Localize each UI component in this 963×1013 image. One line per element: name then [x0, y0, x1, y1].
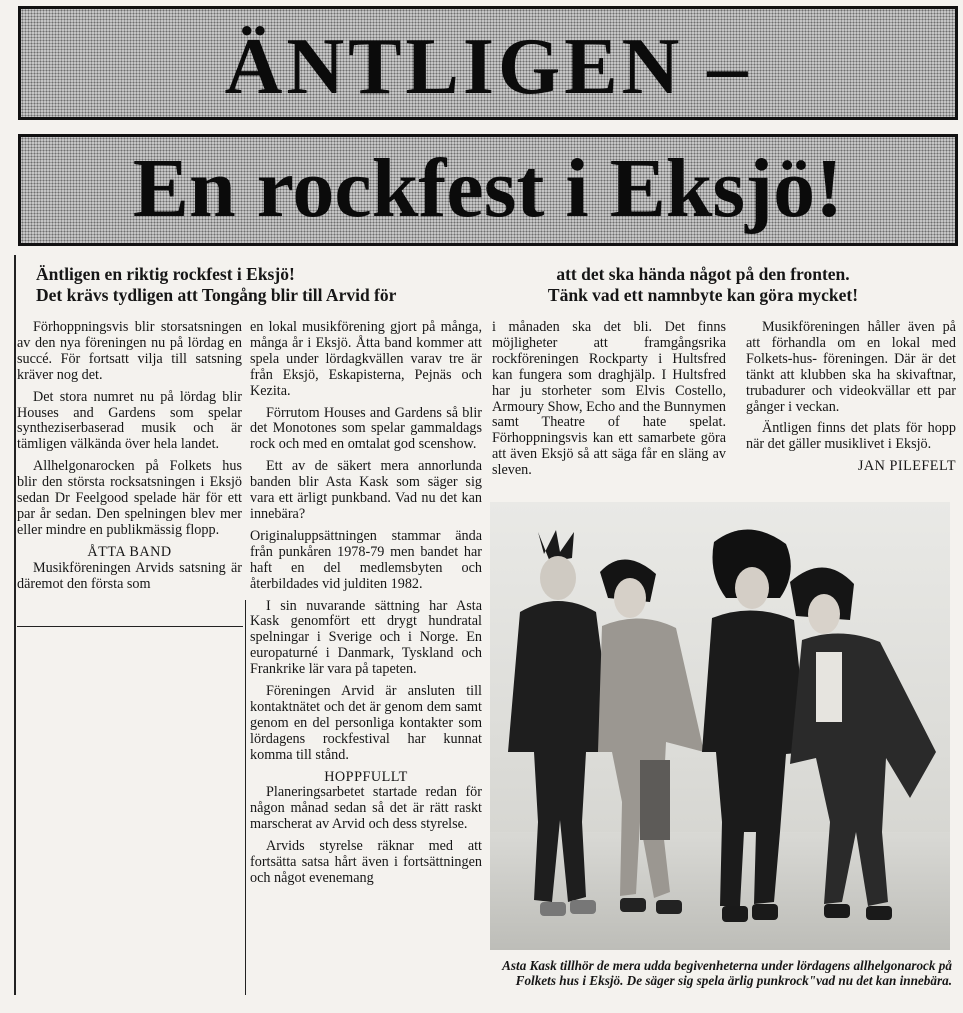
headline-line-2: En rockfest i Eksjö! — [132, 142, 844, 235]
band-photo-illustration — [490, 502, 950, 950]
left-margin-rule — [14, 255, 16, 995]
deck-right — [498, 264, 908, 306]
article-column-2 — [250, 320, 482, 893]
paragraph: Musikföreningen Arvids satsning är däremot den första som — [17, 559, 242, 592]
photo-caption: Asta Kask tillhör de mera udda begivenheterna under lördagens allhelgonarock på Folkets hus i Eksjö. De säger sig spela ärlig punkrock"vad nu det kan innebära. — [502, 958, 952, 988]
article-column-4 — [746, 320, 956, 475]
paragraph: Föreningen Arvid är ansluten till kontaktnätet och det är genom dem samt genom en del personliga kontakter som lördagens rockfestival har kunnat komma till stånd. — [250, 683, 482, 763]
band-photo — [490, 502, 950, 950]
subheading-atta-band: ÅTTA BAND — [87, 543, 172, 560]
paragraph: i månaden ska det bli. Det finns möjligheter att framgångsrika rockföreningen Rockparty i Hultsfred kan fungera som draghjälp. I Hultsfred har ju storheter som Elvis Costello, Armoury Show, Echo and the Bunnymen samt Theatre of hate spelat. Förhoppningsvis kan ett samarbete göra att även Eksjö så att säga får en släng av sleven. — [492, 319, 726, 479]
paragraph: Planeringsarbetet startade redan för någon månad sedan så det är rätt raskt marscherat av Arvid och dess styrelse. — [250, 784, 482, 833]
column-end-rule — [17, 626, 243, 627]
article-column-3 — [492, 320, 726, 485]
article-column-1 — [17, 320, 242, 599]
paragraph: I sin nuvarande sättning har Asta Kask genomfört ett drygt hundratal spelningar i Sverige och i Norge. En europaturné i Danmark, Tyskland och Frankrike lär vara på tapeten. — [250, 597, 482, 678]
paragraph: en lokal musikförening gjort på många, många år i Eksjö. Åtta band kommer att spela under lördagkvällen varav tre är från Eksjö, Eskapisterna, Pejnäs och Kezita. — [250, 319, 482, 399]
headline-line-1: ÄNTLIGEN – — [224, 23, 752, 111]
paragraph: Förhoppningsvis blir storsatsningen av den nya föreningen nu på lördag en succé. För fortsatt vilja till satsning kräver nog det. — [17, 319, 242, 383]
headline-banner-top — [18, 6, 958, 120]
subheading-hoppfullt: HOPPFULLT — [324, 768, 408, 785]
paragraph: Musikföreningen håller även på att förhandla om en lokal med Folkets-hus- föreningen. Där är det tänkt att klubben ska ha skivaftnar, trubadurer och videokvällar ett par gånger i veckan. — [746, 319, 956, 415]
paragraph: Ett av de säkert mera annorlunda banden blir Asta Kask som säger sig vara ett ärligt punkband. Vad nu det kan innebära? — [250, 458, 482, 522]
byline: JAN PILEFELT — [857, 458, 956, 475]
paragraph: Äntligen finns det plats för hopp när det gäller musiklivet i Eksjö. — [746, 420, 956, 453]
paragraph: Arvids styrelse räknar med att fortsätta satsa hårt även i fortsättningen och något evenemang — [250, 838, 482, 886]
paragraph: Originaluppsättningen stammar ända från punkåren 1978-79 men bandet har haft en del medlemsbyten och återbildades vid julditen 1982. — [250, 527, 482, 592]
deck-left — [36, 264, 396, 306]
deck-left-line-2: Det krävs tydligen att Tongång blir till Arvid för — [36, 285, 397, 305]
deck-left-line-1: Äntligen en riktig rockfest i Eksjö! — [36, 264, 295, 284]
paragraph: Det stora numret nu på lördag blir Houses and Gardens som spelar syntheziserbaserad musik och är tämligen välkända över hela landet. — [17, 388, 242, 453]
column-rule-1 — [245, 600, 246, 995]
deck-right-line-2: Tänk vad ett namnbyte kan göra mycket! — [547, 285, 859, 305]
paragraph: Allhelgonarocken på Folkets hus blir den största rocksatsningen i Eksjö sedan Dr Feelgood spelade här för ett par år sedan. Den spelningen blev mer eller mindre en publikmässig flopp. — [17, 458, 242, 538]
paragraph: Förrutom Houses and Gardens så blir det Monotones som spelar gammaldags rock och med en omtalat god scenshow. — [250, 404, 482, 453]
headline-banner-bottom — [18, 134, 958, 246]
deck-right-line-1: att det ska hända något på den fronten. — [556, 264, 850, 284]
